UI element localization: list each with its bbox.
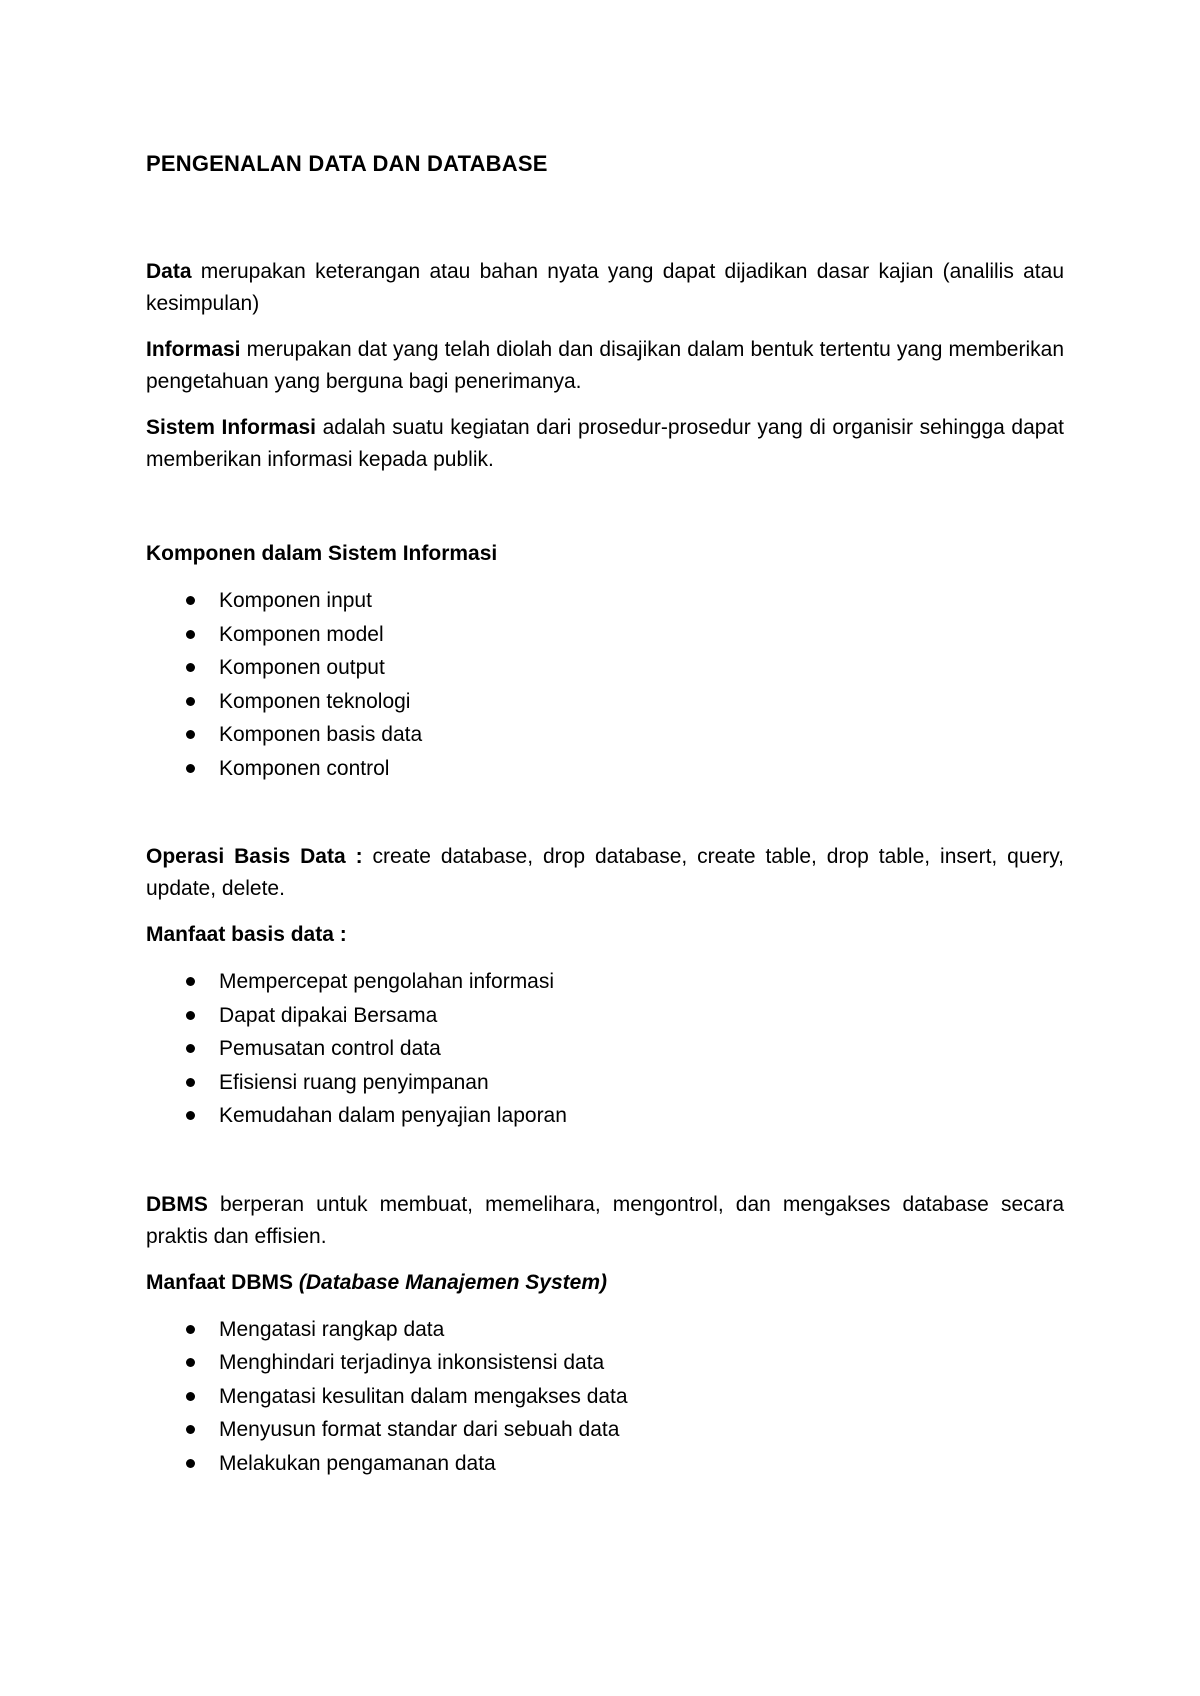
komponen-list bbox=[146, 584, 1064, 785]
bullet-icon bbox=[186, 1425, 195, 1434]
manfaat-dbms-heading: Manfaat DBMS (Database Manajemen System) bbox=[146, 1270, 607, 1294]
definition-text: merupakan dat yang telah diolah dan disajikan dalam bentuk tertentu yang memberikan pengetahuan yang berguna bagi penerimanya. bbox=[146, 338, 1064, 393]
list-item: Mengatasi kesulitan dalam mengakses data bbox=[146, 1380, 1064, 1414]
document-title: PENGENALAN DATA DAN DATABASE bbox=[146, 151, 548, 176]
dbms-term: DBMS bbox=[146, 1192, 208, 1216]
bullet-icon bbox=[186, 1044, 195, 1053]
list-item: Komponen control bbox=[146, 752, 1064, 786]
list-item: Mempercepat pengolahan informasi bbox=[146, 965, 1064, 999]
bullet-icon bbox=[186, 1325, 195, 1334]
definition-text: merupakan keterangan atau bahan nyata yang dapat dijadikan dasar kajian (analilis atau kesimpulan) bbox=[146, 260, 1064, 315]
manfaat-basis-data-list bbox=[146, 965, 1064, 1133]
definition-text: adalah suatu kegiatan dari prosedur-prosedur yang di organisir sehingga dapat memberikan informasi kepada publik. bbox=[146, 416, 1064, 471]
operasi-text: create database, drop database, create table, drop table, insert, query, update, delete. bbox=[146, 845, 1064, 900]
bullet-icon bbox=[186, 1392, 195, 1401]
list-item: Komponen input bbox=[146, 584, 1064, 618]
list-item: Komponen basis data bbox=[146, 718, 1064, 752]
definition-term: Informasi bbox=[146, 338, 241, 361]
definition-term: Sistem Informasi bbox=[146, 416, 317, 439]
definition-term: Data bbox=[146, 260, 192, 283]
bullet-icon bbox=[186, 1078, 195, 1087]
list-item: Komponen teknologi bbox=[146, 685, 1064, 719]
list-item: Dapat dipakai Bersama bbox=[146, 999, 1064, 1033]
dbms-paragraph bbox=[146, 1189, 1064, 1253]
bullet-icon bbox=[186, 1358, 195, 1367]
list-item: Menghindari terjadinya inkonsistensi data bbox=[146, 1346, 1064, 1380]
manfaat-dbms-heading-italic: (Database Manajemen System) bbox=[298, 1270, 607, 1294]
manfaat-dbms-list bbox=[146, 1313, 1064, 1481]
list-item: Komponen output bbox=[146, 651, 1064, 685]
bullet-icon bbox=[186, 630, 195, 639]
list-item: Pemusatan control data bbox=[146, 1032, 1064, 1066]
list-item: Mengatasi rangkap data bbox=[146, 1313, 1064, 1347]
bullet-icon bbox=[186, 1459, 195, 1468]
operasi-paragraph bbox=[146, 841, 1064, 905]
operasi-term: Operasi Basis Data : bbox=[146, 845, 363, 868]
bullet-icon bbox=[186, 1111, 195, 1120]
list-item: Menyusun format standar dari sebuah data bbox=[146, 1413, 1064, 1447]
bullet-icon bbox=[186, 977, 195, 986]
bullet-icon bbox=[186, 697, 195, 706]
bullet-icon bbox=[186, 1011, 195, 1020]
bullet-icon bbox=[186, 730, 195, 739]
list-item: Efisiensi ruang penyimpanan bbox=[146, 1066, 1064, 1100]
definition-informasi bbox=[146, 334, 1064, 398]
bullet-icon bbox=[186, 764, 195, 773]
manfaat-basis-data-heading: Manfaat basis data : bbox=[146, 923, 347, 946]
list-item: Melakukan pengamanan data bbox=[146, 1447, 1064, 1481]
komponen-heading: Komponen dalam Sistem Informasi bbox=[146, 542, 498, 565]
list-item: Komponen model bbox=[146, 618, 1064, 652]
definition-sistem-informasi bbox=[146, 412, 1064, 476]
bullet-icon bbox=[186, 596, 195, 605]
list-item: Kemudahan dalam penyajian laporan bbox=[146, 1099, 1064, 1133]
dbms-text: berperan untuk membuat, memelihara, mengontrol, dan mengakses database secara praktis dan effisien. bbox=[146, 1192, 1064, 1248]
bullet-icon bbox=[186, 663, 195, 672]
definition-data bbox=[146, 256, 1064, 320]
document-body bbox=[146, 148, 1064, 1480]
